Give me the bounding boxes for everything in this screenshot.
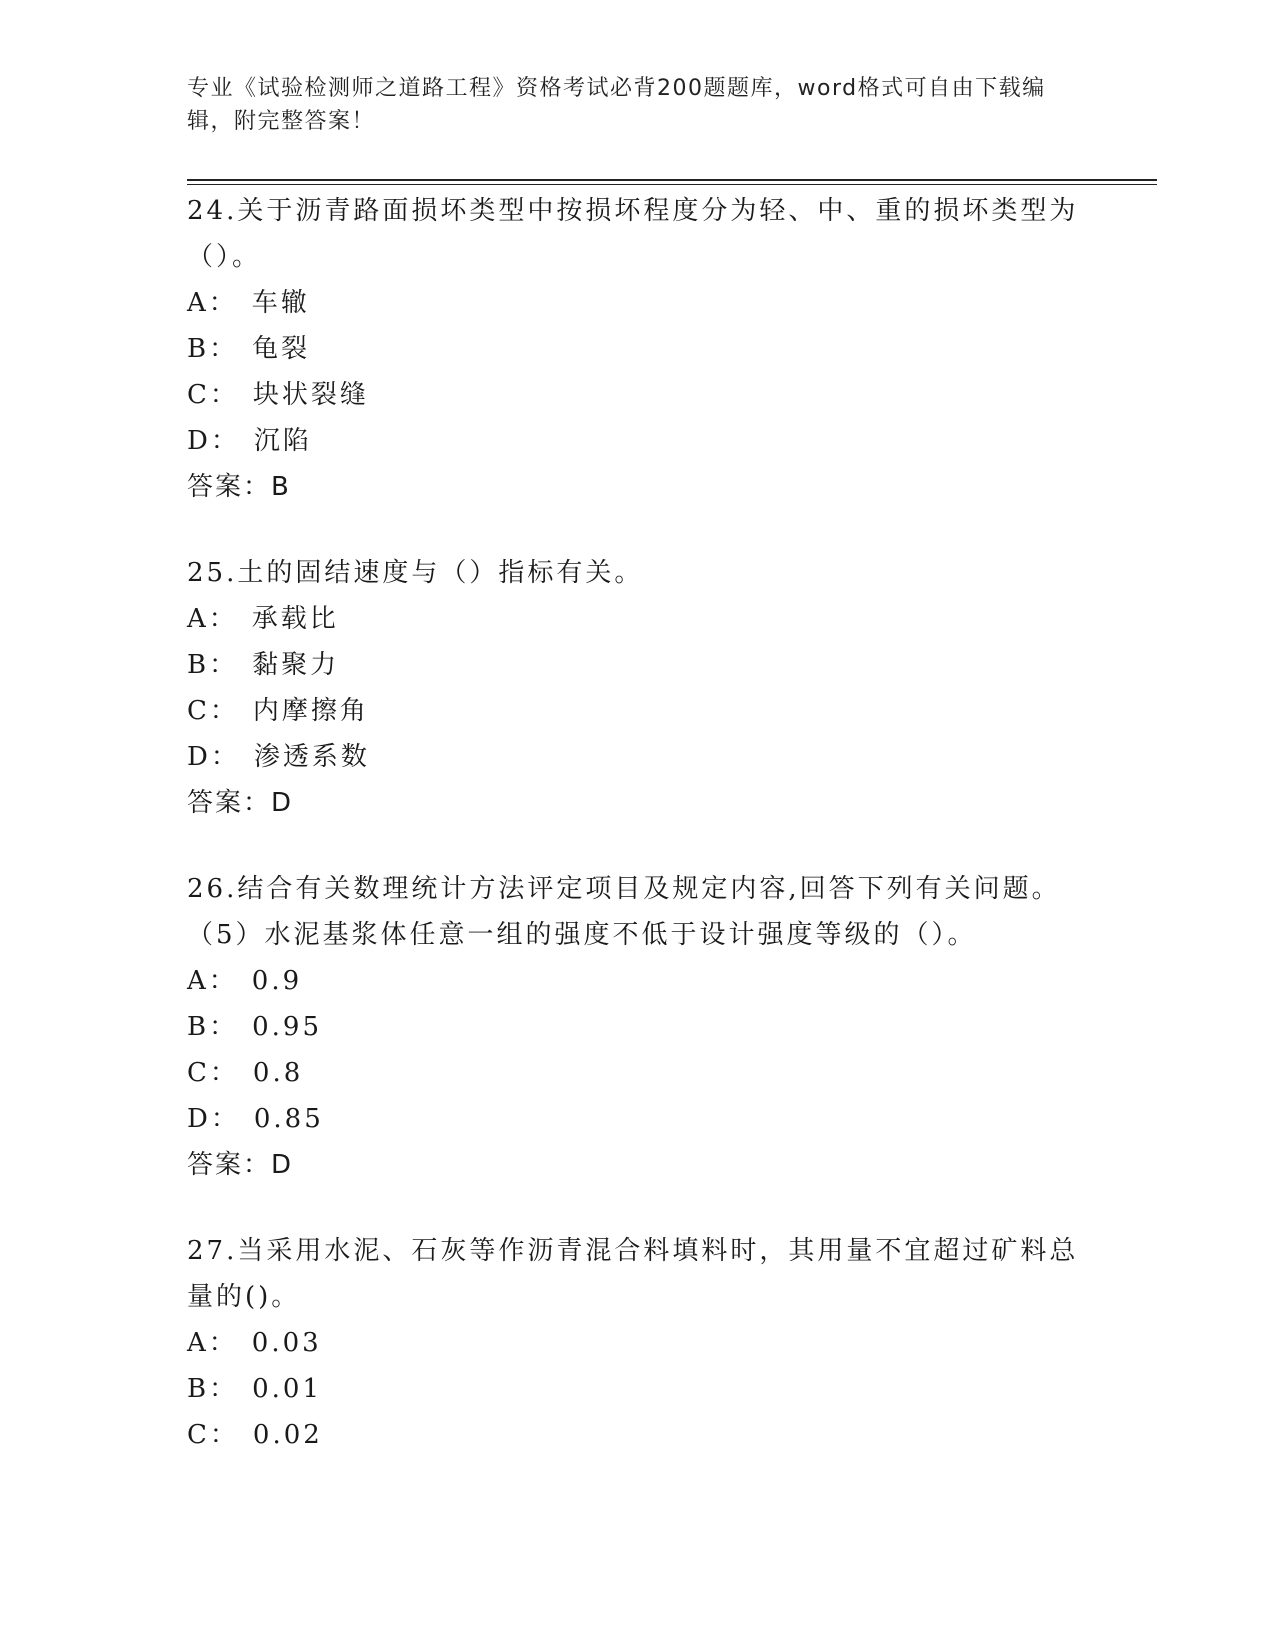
question-27 [187, 1228, 1087, 1458]
question-stem: 25.土的固结速度与（）指标有关。 [187, 558, 644, 588]
question-stem: 27.当采用水泥、石灰等作沥青混合料填料时，其用量不宜超过矿料总量的()。 [187, 1236, 1079, 1312]
option-c: C： 块状裂缝 [187, 380, 369, 410]
header-rule-thin [187, 184, 1157, 185]
option-a: A： 承载比 [187, 604, 339, 634]
document-header: 专业《试验检测师之道路工程》资格考试必背200题题库，word格式可自由下载编辑，附完整答案！ [187, 76, 1046, 134]
option-b: B： 龟裂 [187, 334, 311, 364]
answer-line: 答案：D [187, 1150, 294, 1180]
option-c: C： 0.8 [187, 1058, 304, 1088]
option-d: D： 沉陷 [187, 426, 312, 456]
option-c: C： 0.02 [187, 1420, 323, 1450]
option-b: B： 0.95 [187, 1012, 322, 1042]
option-a: A： 0.03 [187, 1328, 322, 1358]
answer-line: 答案：B [187, 472, 291, 502]
answer-line: 答案：D [187, 788, 294, 818]
question-stem: 24.关于沥青路面损坏类型中按损坏程度分为轻、中、重的损坏类型为（）。 [187, 196, 1079, 272]
option-b: B： 黏聚力 [187, 650, 340, 680]
question-stem: 26.结合有关数理统计方法评定项目及规定内容,回答下列有关问题。（5）水泥基浆体任意一组的强度不低于设计强度等级的（）。 [187, 874, 1061, 950]
header-rule-thick [187, 179, 1157, 181]
option-d: D： 0.85 [187, 1104, 324, 1134]
option-a: A： 车辙 [187, 288, 310, 318]
question-26 [187, 866, 1087, 1188]
question-25 [187, 550, 1087, 826]
option-c: C： 内摩擦角 [187, 696, 369, 726]
option-d: D： 渗透系数 [187, 742, 370, 772]
question-24 [187, 188, 1087, 510]
option-b: B： 0.01 [187, 1374, 322, 1404]
option-a: A： 0.9 [187, 966, 303, 996]
question-list [187, 188, 1087, 1498]
